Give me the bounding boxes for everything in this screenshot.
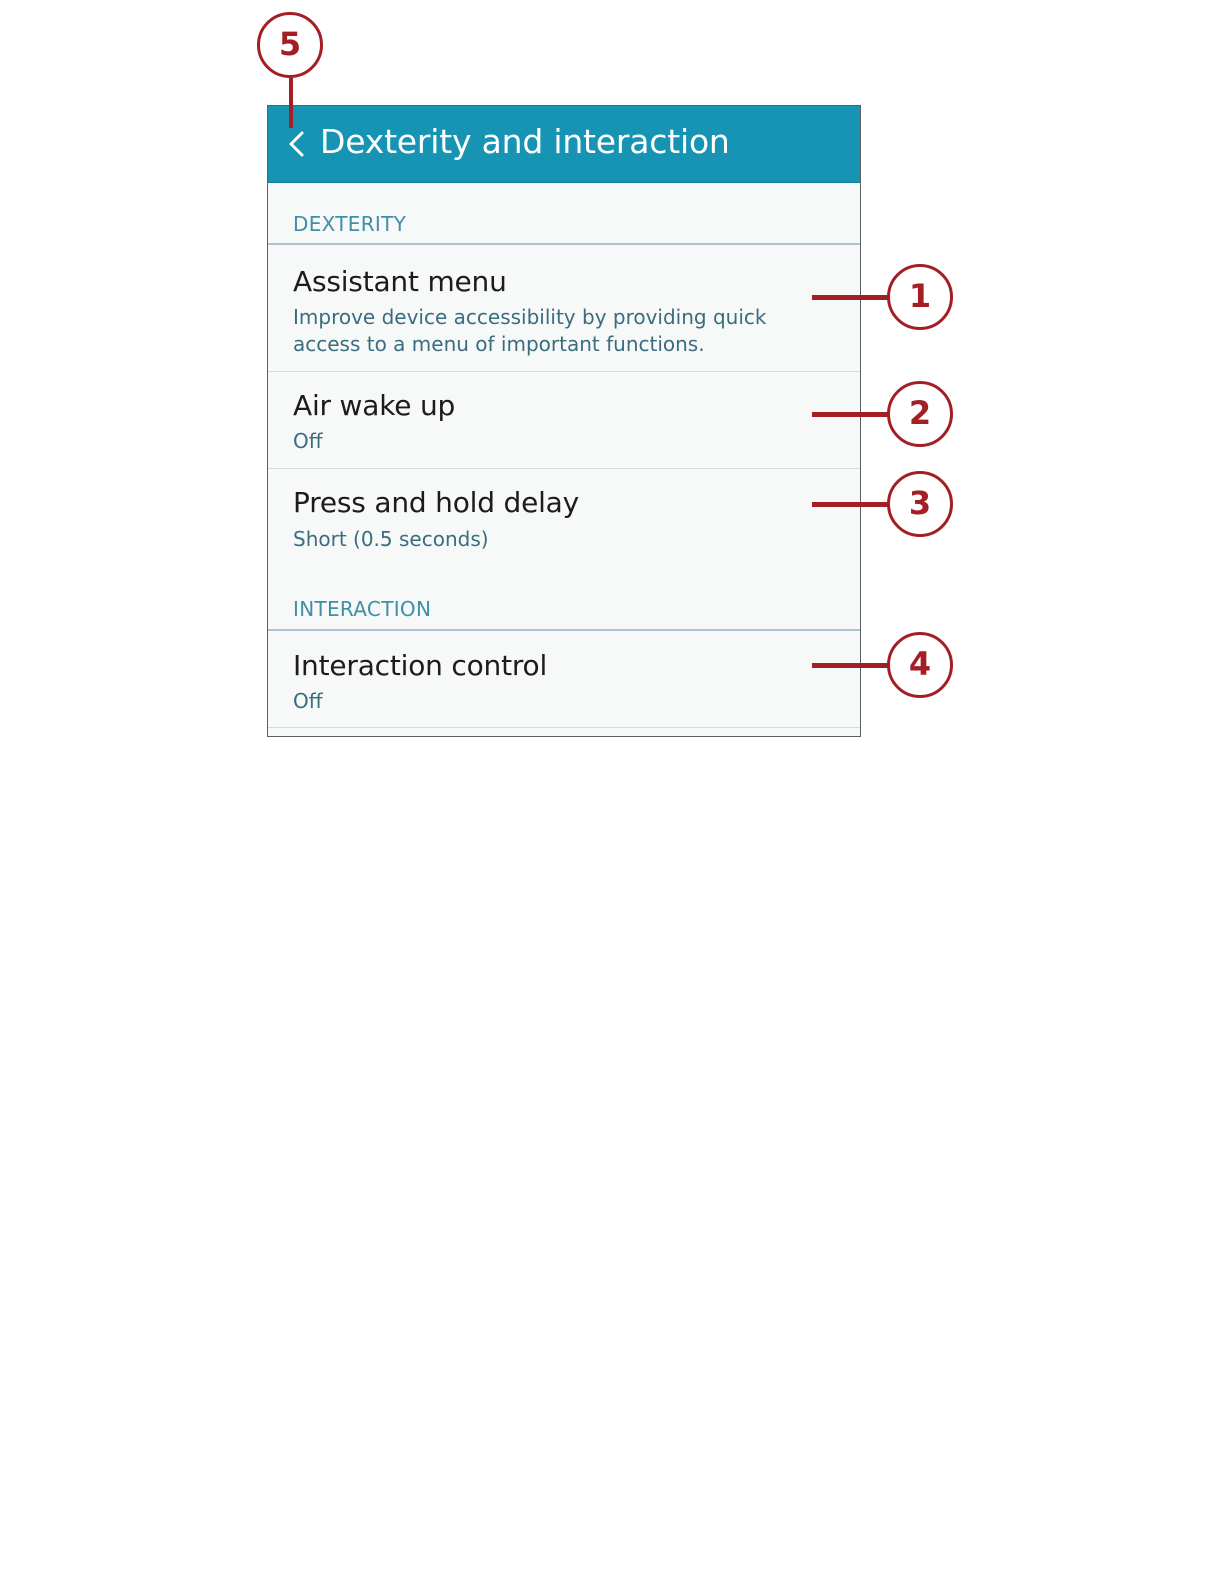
list-item-subtitle: Short (0.5 seconds): [293, 527, 489, 551]
list-item-title: Air wake up: [293, 389, 456, 422]
callout-number: 5: [257, 12, 323, 78]
list-item-air-wake-up[interactable]: [268, 372, 860, 469]
section-header-interaction: [268, 569, 860, 631]
callout-line: [812, 295, 890, 300]
callout-line: [812, 412, 890, 417]
list-item-assistant-menu[interactable]: [268, 245, 860, 372]
list-item-subtitle: Improve device accessibility by providing quick access to a menu of important functions.: [293, 305, 767, 356]
section-header-dexterity: [268, 182, 860, 245]
phone-screen: [267, 105, 861, 737]
callout-number: 4: [887, 632, 953, 698]
callout-number: 2: [887, 381, 953, 447]
callout-number: 3: [887, 471, 953, 537]
list-item-title: Press and hold delay: [293, 486, 580, 519]
callout-line: [812, 663, 890, 668]
chevron-left-icon: [280, 126, 316, 162]
page-title: Dexterity and interaction: [320, 122, 730, 161]
list-item-title: Interaction control: [293, 649, 548, 682]
section-label: INTERACTION: [293, 597, 432, 621]
callout-number: 1: [887, 264, 953, 330]
callout-line: [812, 502, 890, 507]
callout-line: [289, 78, 293, 128]
list-item-subtitle: Off: [293, 429, 323, 453]
list-item-interaction-control[interactable]: [268, 631, 860, 728]
app-bar: [268, 106, 860, 183]
list-item-subtitle: Off: [293, 689, 323, 713]
section-label: DEXTERITY: [293, 212, 407, 236]
list-item-press-and-hold-delay[interactable]: [268, 469, 860, 569]
list-item-title: Assistant menu: [293, 265, 507, 298]
back-button[interactable]: [280, 126, 316, 162]
